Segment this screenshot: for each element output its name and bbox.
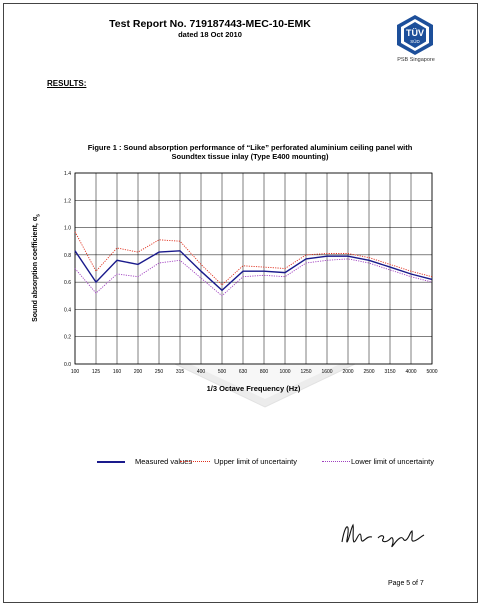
x-tick-label: 250 — [154, 369, 164, 375]
y-axis-label-text: Sound absorption coefficient, α — [32, 216, 39, 322]
x-tick-label: 160 — [112, 369, 122, 375]
page-number: Page 5 of 7 — [388, 580, 424, 587]
series-line-measured — [75, 251, 432, 290]
x-tick-label: 1250 — [300, 369, 312, 375]
x-tick-label: 1000 — [279, 369, 291, 375]
y-axis-label-subscript: s — [35, 214, 42, 217]
y-tick-label: 0.8 — [64, 252, 71, 259]
chart-ticks — [64, 171, 438, 375]
legend-label-lower: Lower limit of uncertainty — [351, 457, 434, 466]
legend-swatch-measured — [97, 461, 125, 463]
x-tick-label: 630 — [238, 369, 248, 375]
legend-swatch-lower — [322, 461, 350, 462]
x-tick-label: 2500 — [363, 369, 375, 375]
series-line-upper — [75, 232, 432, 285]
y-tick-label: 0.4 — [64, 307, 71, 314]
figure-title: Figure 1 : Sound absorption performance of “Like” perforated aluminium ceiling panel with Soundtex tissue inlay (Type E400 mounting) — [87, 143, 413, 161]
plot-frame — [75, 173, 432, 364]
signature-image — [338, 520, 428, 550]
x-tick-label: 1600 — [321, 369, 333, 375]
x-tick-label: 400 — [196, 369, 206, 375]
report-date: dated 18 Oct 2010 — [178, 30, 242, 39]
legend-swatch-upper — [180, 461, 210, 462]
x-tick-label: 3150 — [384, 369, 396, 375]
x-tick-label: 5000 — [426, 369, 438, 375]
y-tick-label: 0.6 — [64, 280, 71, 287]
x-tick-label: 200 — [133, 369, 143, 375]
legend-label-upper: Upper limit of uncertainty — [214, 457, 297, 466]
legend-label-measured: Measured values — [135, 457, 193, 466]
x-tick-label: 2000 — [342, 369, 354, 375]
x-tick-label: 125 — [91, 369, 101, 375]
y-tick-label: 0.2 — [64, 334, 71, 341]
results-heading: RESULTS: — [47, 79, 87, 88]
logo-text: TÜV — [406, 28, 424, 38]
x-tick-label: 315 — [175, 369, 185, 375]
x-tick-label: 800 — [259, 369, 269, 375]
chart-grid — [75, 173, 432, 364]
x-tick-label: 500 — [217, 369, 227, 375]
x-tick-label: 100 — [70, 369, 80, 375]
chart-series — [75, 232, 432, 296]
y-tick-label: 1.0 — [64, 225, 71, 232]
y-tick-label: 1.4 — [64, 171, 71, 177]
logo-caption: PSB Singapore — [397, 57, 435, 63]
logo-subtext: SÜD — [410, 39, 420, 44]
y-tick-label: 0.0 — [64, 362, 71, 368]
report-title: Test Report No. 719187443-MEC-10-EMK — [109, 18, 311, 30]
series-line-lower — [75, 259, 432, 296]
x-tick-label: 4000 — [405, 369, 417, 375]
x-axis-label: 1/3 Octave Frequency (Hz) — [206, 384, 301, 393]
y-tick-label: 1.2 — [64, 198, 71, 205]
